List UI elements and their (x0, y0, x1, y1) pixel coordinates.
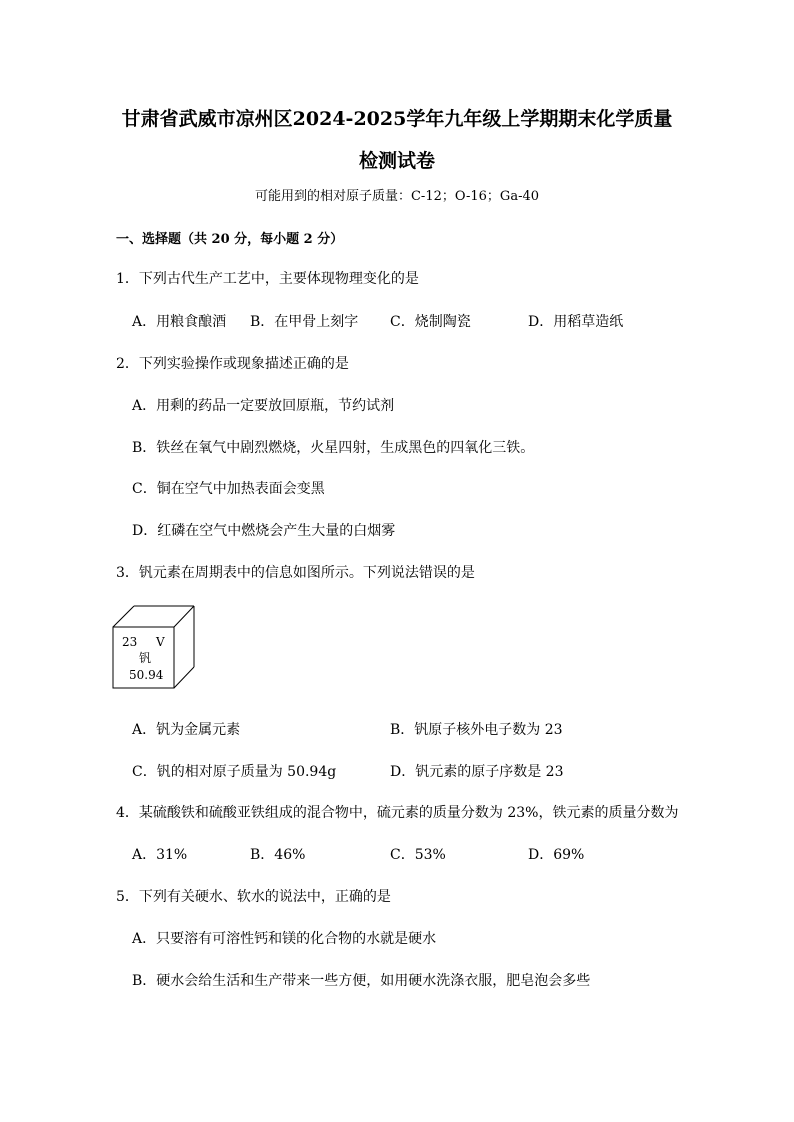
question-4-stem: 4．某硫酸铁和硫酸亚铁组成的混合物中，硫元素的质量分数为 23%，铁元素的质量分数为 (116, 805, 679, 821)
vanadium-element-card (112, 605, 196, 689)
q2-option-d: D．红磷在空气中燃烧会产生大量的白烟雾 (132, 523, 396, 539)
atomic-mass-note: 可能用到的相对原子质量：C-12；O-16；Ga-40 (254, 189, 540, 204)
q3-option-d: D．钒元素的原子序数是 23 (390, 764, 564, 780)
question-5-stem: 5．下列有关硬水、软水的说法中，正确的是 (116, 889, 391, 905)
q4-option-a: A．31% (132, 847, 188, 863)
q5-option-a: A．只要溶有可溶性钙和镁的化合物的水就是硬水 (132, 931, 437, 947)
question-3-stem: 3．钒元素在周期表中的信息如图所示。下列说法错误的是 (116, 565, 475, 581)
q4-option-b: B．46% (250, 847, 306, 863)
exam-title-line2: 检测试卷 (358, 150, 435, 172)
section-heading: 一、选择题（共 20 分，每小题 2 分） (116, 232, 344, 247)
q4-option-d: D．69% (528, 847, 585, 863)
q2-option-a: A．用剩的药品一定要放回原瓶，节约试剂 (132, 398, 395, 414)
q1-option-b: B．在甲骨上刻字 (250, 314, 359, 330)
q5-option-b: B．硬水会给生活和生产带来一些方便，如用硬水洗涤衣服，肥皂泡会多些 (132, 973, 591, 989)
element-symbol: V (156, 635, 165, 649)
q3-option-a: A．钒为金属元素 (132, 722, 241, 738)
element-atomic-mass: 50.94 (129, 668, 164, 682)
q3-option-c: C．钒的相对原子质量为 50.94g (132, 764, 337, 780)
q4-option-c: C．53% (390, 847, 446, 863)
q1-option-d: D．用稻草造纸 (528, 314, 624, 330)
element-atomic-number: 23 (122, 635, 138, 649)
q3-option-b: B．钒原子核外电子数为 23 (390, 722, 563, 738)
element-name: 钒 (139, 651, 152, 665)
q2-option-b: B．铁丝在氧气中剧烈燃烧，火星四射，生成黑色的四氧化三铁。 (132, 440, 535, 456)
q1-option-c: C．烧制陶瓷 (390, 314, 471, 330)
question-2-stem: 2．下列实验操作或现象描述正确的是 (116, 356, 349, 372)
exam-title-line1: 甘肃省武威市凉州区2024-2025学年九年级上学期期末化学质量 (121, 108, 673, 130)
q2-option-c: C．铜在空气中加热表面会变黑 (132, 481, 325, 497)
question-1-stem: 1．下列古代生产工艺中，主要体现物理变化的是 (116, 271, 419, 287)
q1-option-a: A．用粮食酿酒 (132, 314, 227, 330)
